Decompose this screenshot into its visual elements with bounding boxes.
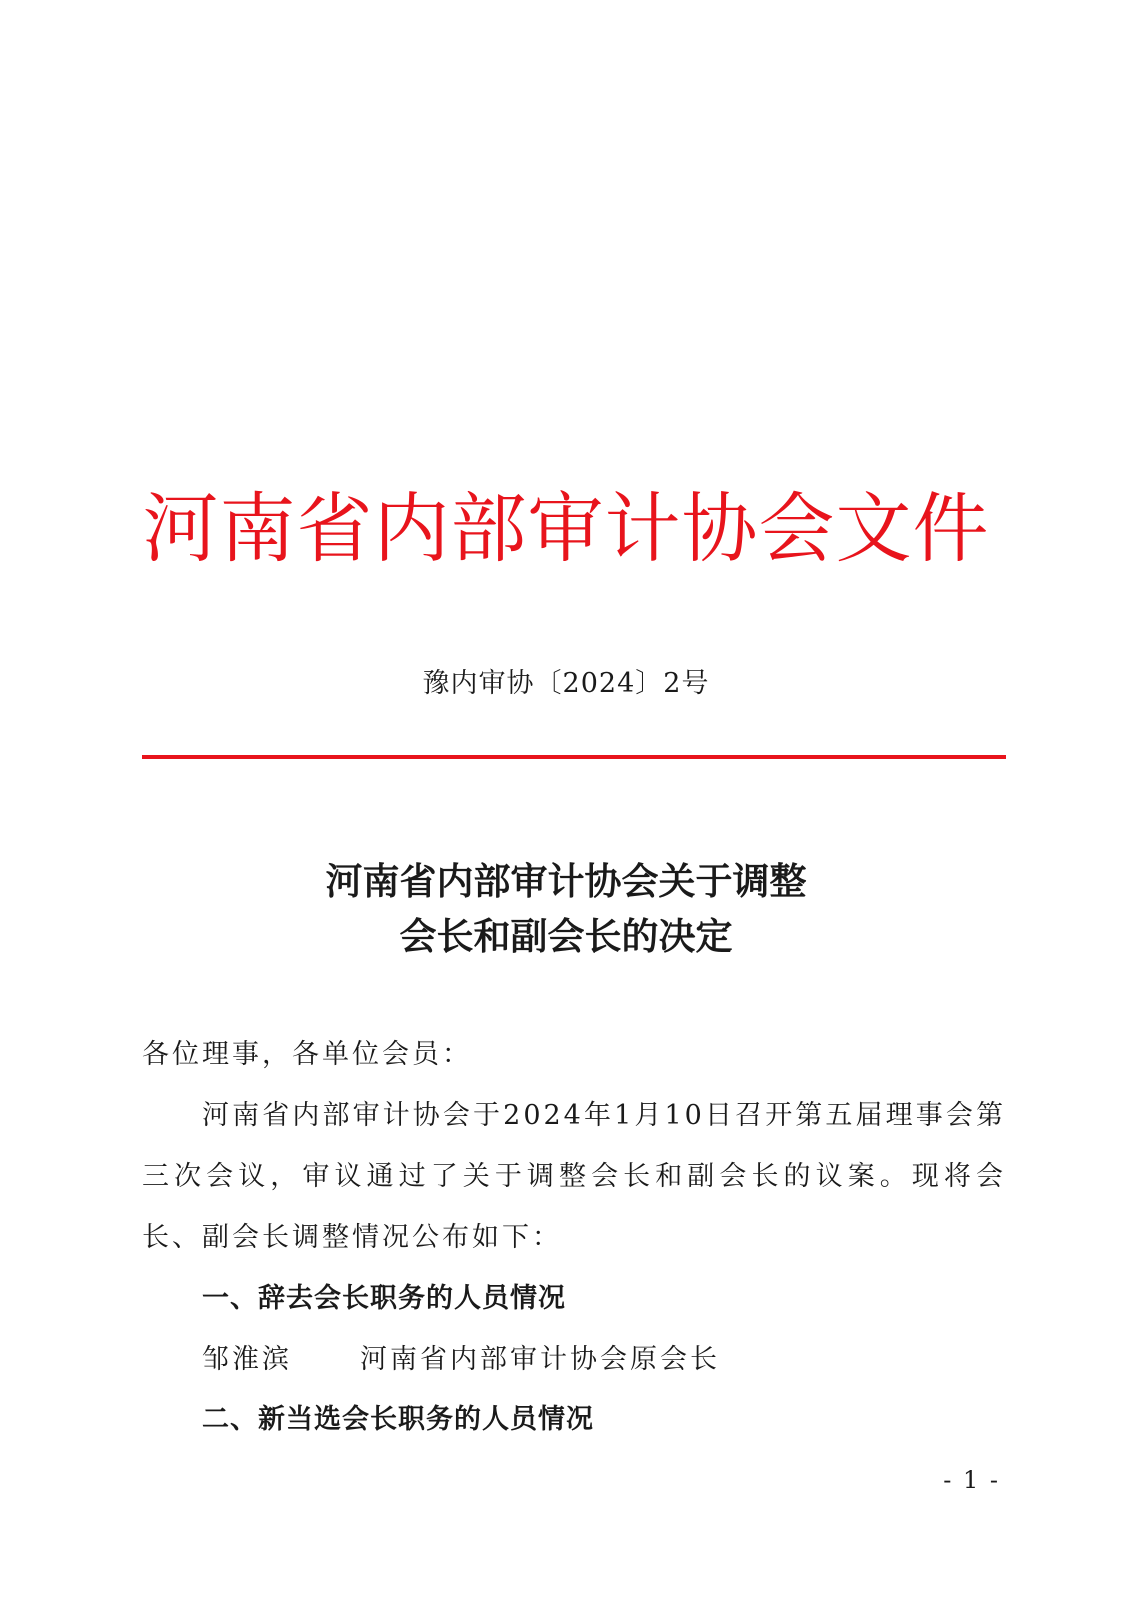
section-heading-resigned: 一、辞去会长职务的人员情况: [202, 1283, 566, 1314]
document-number: 豫内审协〔2024〕2号: [422, 668, 710, 699]
red-divider-line: [142, 755, 1006, 759]
document-masthead: 河南省内部审计协会文件: [142, 484, 990, 573]
title-line-2: 会长和副会长的决定: [399, 915, 733, 958]
salutation: 各位理事，各单位会员：: [142, 1039, 472, 1070]
title-line-1: 河南省内部审计协会关于调整: [325, 860, 807, 903]
person-position: 河南省内部审计协会原会长: [360, 1344, 720, 1375]
document-title: [0, 854, 1132, 964]
body-paragraph: 河南省内部审计协会于2024年1月10日召开第五届理事会第三次会议，审议通过了关于调整会长和副会长的议案。现将会长、副会长调整情况公布如下：: [142, 1100, 1006, 1253]
person-row: [202, 1329, 1006, 1390]
person-name: 邹淮滨: [202, 1344, 292, 1375]
section-heading-elected: 二、新当选会长职务的人员情况: [202, 1404, 594, 1435]
page-number: - 1 -: [943, 1466, 1000, 1494]
